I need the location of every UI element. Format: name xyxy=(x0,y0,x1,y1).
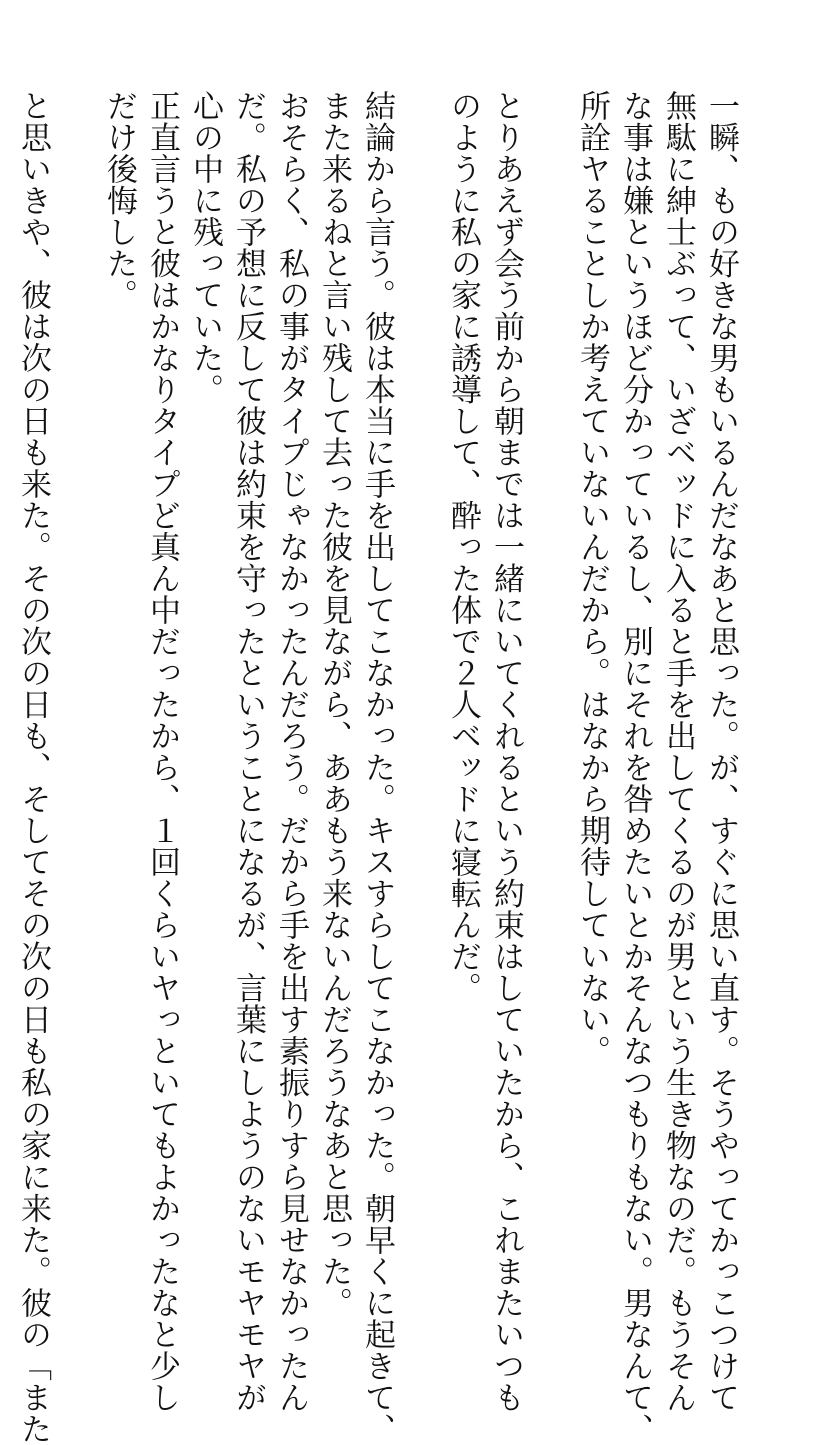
text-line: のように私の家に誘導して、酔った体で２人ベッドに寝転んだ。 xyxy=(445,90,481,1004)
text-line: 正直言うと彼はかなりタイプど真ん中だったから、１回くらいヤっといてもよかったなと少し xyxy=(144,90,180,1413)
text-line: 結論から言う。彼は本当に手を出してこなかった。キスすらしてこなかった。朝早くに起きて、 xyxy=(359,90,395,1445)
text-line: 一瞬、もの好きな男もいるんだなあと思った。が、すぐに思い直す。そうやってかっこつけて xyxy=(703,90,739,1413)
paragraph-2 xyxy=(441,90,527,1413)
text-line: な事は嫌というほど分かっているし、別にそれを咎めたいとかそんなつもりもない。男なんて、 xyxy=(617,90,653,1445)
text-line: だけ後悔した。 xyxy=(101,90,137,311)
paragraph-3 xyxy=(97,90,398,1445)
text-line: 無駄に紳士ぶって、いざベッドに入ると手を出してくるのが男という生き物なのだ。もうそん xyxy=(660,90,696,1413)
text-line: と思いきや、彼は次の日も来た。その次の日も、そしてその次の日も私の家に来た。彼の「また xyxy=(15,90,51,1445)
text-line: また来るねと言い残して去った彼を見ながら、ああもう来ないんだろうなあと思った。 xyxy=(316,90,352,1319)
text-line: おそらく、私の事がタイプじゃなかったんだろう。だから手を出す素振りすら見せなかったん xyxy=(273,90,309,1413)
paragraph-1 xyxy=(570,90,742,1445)
text-line: 所詮ヤることしか考えていないんだから。はなから期待していない。 xyxy=(574,90,610,1067)
text-line: とりあえず会う前から朝までは一緒にいてくれるという約束はしていたから、これまたいつも xyxy=(488,90,524,1413)
text-line: 心の中に残っていた。 xyxy=(187,90,223,405)
paragraph-4 xyxy=(11,90,54,1445)
vertical-text-body xyxy=(11,90,742,1445)
text-line: だ。私の予想に反して彼は約束を守ったということになるが、言葉にしようのないモヤモヤが xyxy=(230,90,266,1413)
